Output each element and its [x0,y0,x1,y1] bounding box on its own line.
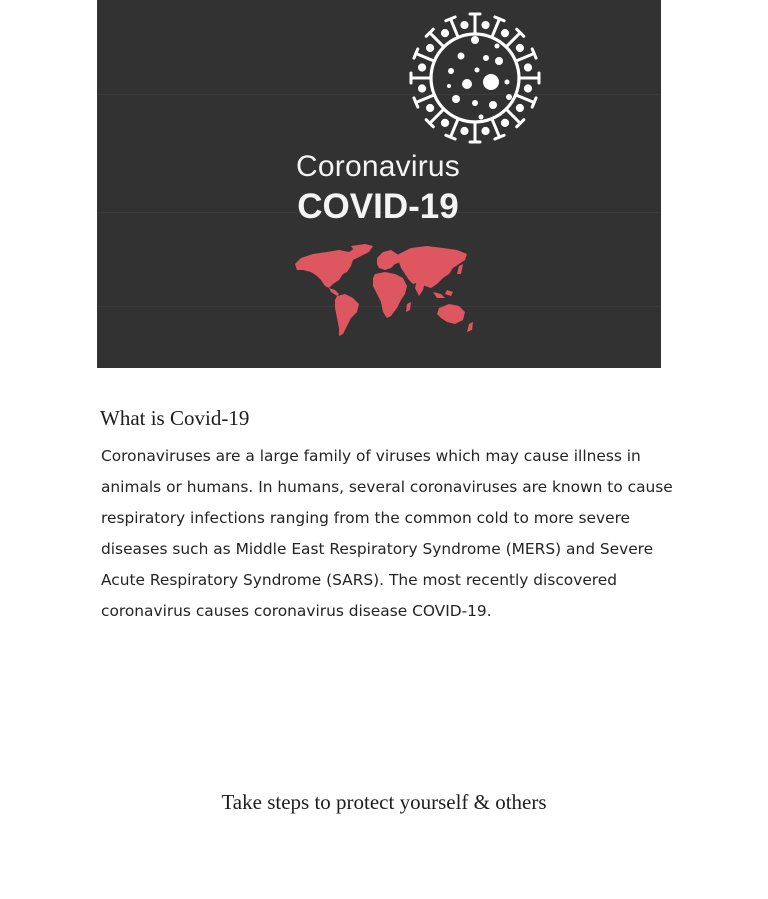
virus-spike-tip [446,17,455,21]
paragraph-line: animals or humans. In humans, several coronaviruses are known to cause [101,478,673,496]
virus-spike [516,54,534,62]
scan-line [97,94,661,95]
virus-spike-dot [525,65,530,70]
virus-spike [492,119,500,137]
closing-heading: Take steps to protect yourself & others [221,790,547,814]
virus-spike-tip [495,135,504,139]
virus-spike-dot [517,105,522,110]
paragraph-line: coronavirus causes coronavirus disease COVID-19. [101,602,492,620]
paragraph-line: diseases such as Middle East Respiratory Syndrome (MERS) and Severe [101,540,654,558]
virus-spike-dot [502,31,507,36]
banner-title: Coronavirus [296,150,460,183]
virus-spike-tip [446,135,455,139]
banner-subtitle: COVID-19 [297,187,459,226]
virus-spike-dot [442,120,447,125]
virus-spike-tip [414,49,418,58]
virus-spike-dot [483,128,488,133]
virus-spike-dot [462,128,467,133]
virus-spike-dot [428,45,433,50]
virus-spike-tip [495,17,504,21]
virus-spike [516,95,534,103]
description-paragraph [101,441,673,627]
virus-spike [416,54,434,62]
virus-spike [416,95,434,103]
virus-spike [451,19,459,37]
paragraph-line: Coronaviruses are a large family of viruses which may cause illness in [101,447,641,465]
virus-spike-dot [428,105,433,110]
coronavirus-icon [401,4,549,152]
virus-spike-dot [462,22,467,27]
virus-spike [451,119,459,137]
virus-spike-dot [517,45,522,50]
virus-spike-dot [419,65,424,70]
world-map-icon [293,244,475,338]
section-heading: What is Covid-19 [100,406,250,430]
virus-spike-tip [414,98,418,107]
covid-banner [97,0,661,368]
virus-spike-tip [532,98,536,107]
virus-spike-tip [532,49,536,58]
virus-spike-dot [442,31,447,36]
paragraph-line: Acute Respiratory Syndrome (SARS). The most recently discovered [101,571,618,589]
virus-spike-dot [525,86,530,91]
virus-spike-dot [483,22,488,27]
virus-spike [492,19,500,37]
virus-spike-dot [419,86,424,91]
paragraph-line: respiratory infections ranging from the common cold to more severe [101,509,631,527]
virus-spike-dot [502,120,507,125]
